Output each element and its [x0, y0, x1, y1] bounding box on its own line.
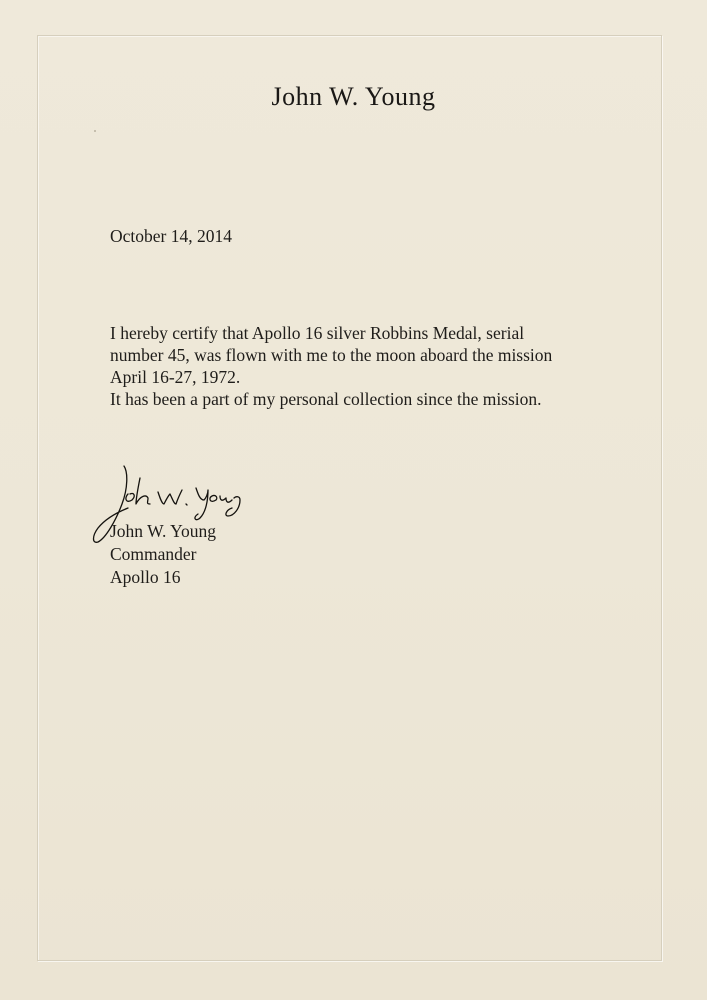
- letterhead-name: John W. Young: [271, 82, 436, 111]
- signer-printed-name: John W. Young: [110, 521, 217, 541]
- signer-mission: Apollo 16: [110, 567, 181, 587]
- signer-title: Commander: [110, 544, 197, 564]
- paper-speck: [94, 130, 96, 132]
- body-line: April 16-27, 1972.: [110, 367, 241, 387]
- body-line: number 45, was flown with me to the moon aboard the mission: [110, 345, 553, 365]
- body-line: It has been a part of my personal collection since the mission.: [110, 389, 542, 409]
- letter-date: October 14, 2014: [110, 226, 232, 246]
- signature-block: [110, 520, 216, 589]
- embossed-border: [37, 35, 662, 961]
- body-line: I hereby certify that Apollo 16 silver Robbins Medal, serial: [110, 323, 525, 343]
- letter-body: [110, 322, 610, 410]
